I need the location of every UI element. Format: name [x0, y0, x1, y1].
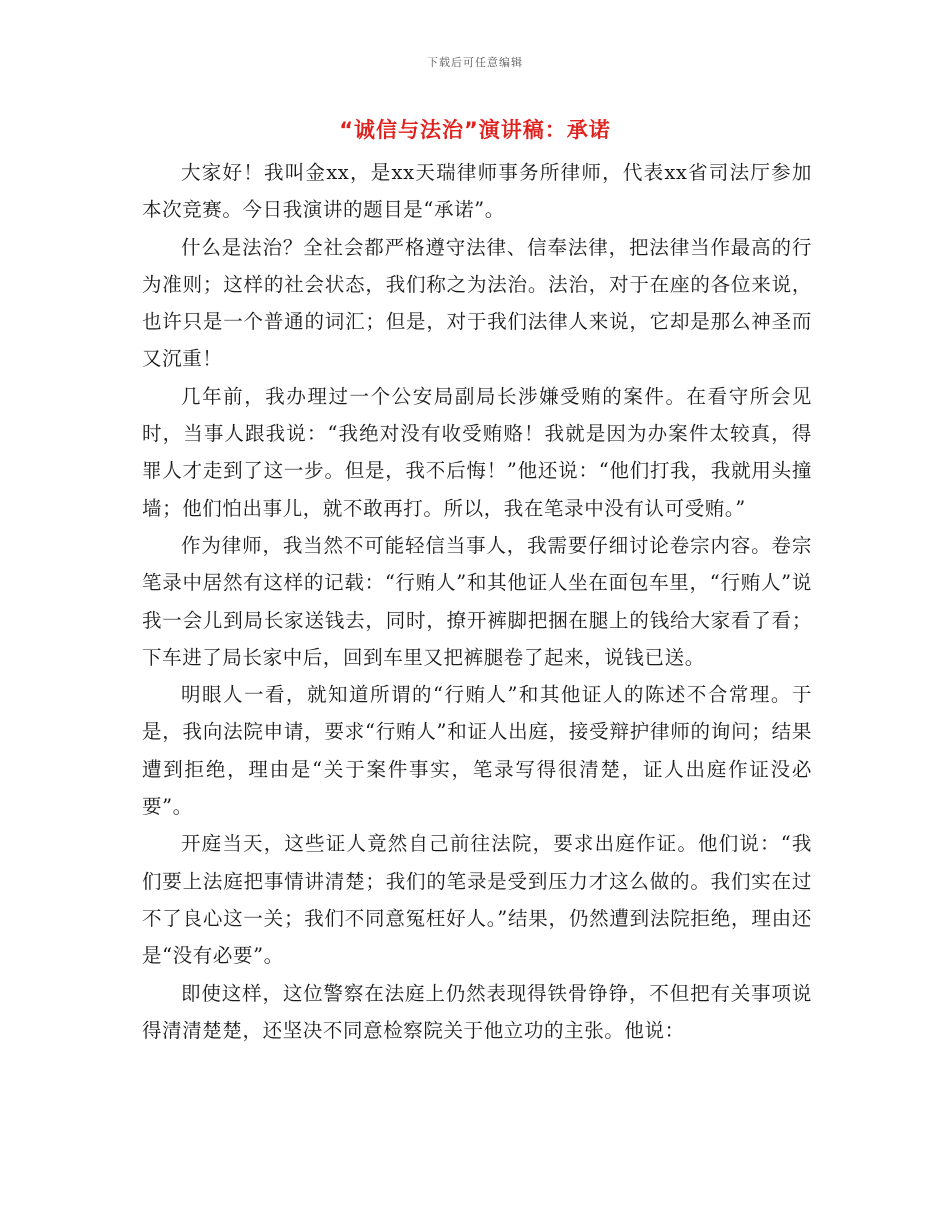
document-title: “诚信与法治”演讲稿：承诺: [339, 118, 611, 142]
document-body: [142, 154, 812, 1049]
paragraph: 什么是法治？全社会都严格遵守法律、信奉法律，把法律当作最高的行为准则；这样的社会状态，我们称之为法治。法治，对于在座的各位来说，也许只是一个普通的词汇；但是，对于我们法律人来说，它却是那么神圣而又沉重！: [142, 235, 812, 371]
paragraph: 大家好！我叫金xx，是xx天瑞律师事务所律师，代表xx省司法厅参加本次竞赛。今日我演讲的题目是“承诺”。: [142, 161, 812, 222]
paragraph: 几年前，我办理过一个公安局副局长涉嫌受贿的案件。在看守所会见时，当事人跟我说：“我绝对没有收受贿赂！我就是因为办案件太较真，得罪人才走到了这一步。但是，我不后悔！”他还说：“他们打我，我就用头撞墙；他们怕出事儿，就不敢再打。所以，我在笔录中没有认可受贿。”: [142, 384, 812, 520]
paragraph: 作为律师，我当然不可能轻信当事人，我需要仔细讨论卷宗内容。卷宗笔录中居然有这样的记载：“行贿人”和其他证人坐在面包车里，“行贿人”说我一会儿到局长家送钱去，同时，撩开裤脚把捆在腿上的钱给大家看了看；下车进了局长家中后，回到车里又把裤腿卷了起来，说钱已送。: [142, 533, 812, 669]
paragraph: 即使这样，这位警察在法庭上仍然表现得铁骨铮铮，不但把有关事项说得清清楚楚，还坚决不同意检察院关于他立功的主张。他说：: [142, 981, 812, 1042]
paragraph: 开庭当天，这些证人竟然自己前往法院，要求出庭作证。他们说：“我们要上法庭把事情讲清楚；我们的笔录是受到压力才这么做的。我们实在过不了良心这一关；我们不同意冤枉好人。”结果，仍然遭到法院拒绝，理由还是“没有必要”。: [142, 832, 812, 968]
header-note: 下载后可任意编辑: [427, 56, 523, 69]
paragraph: 明眼人一看，就知道所谓的“行贿人”和其他证人的陈述不合常理。于是，我向法院申请，要求“行贿人”和证人出庭，接受辩护律师的询问；结果遭到拒绝，理由是“关于案件事实，笔录写得很清楚，证人出庭作证没必要”。: [142, 683, 812, 819]
